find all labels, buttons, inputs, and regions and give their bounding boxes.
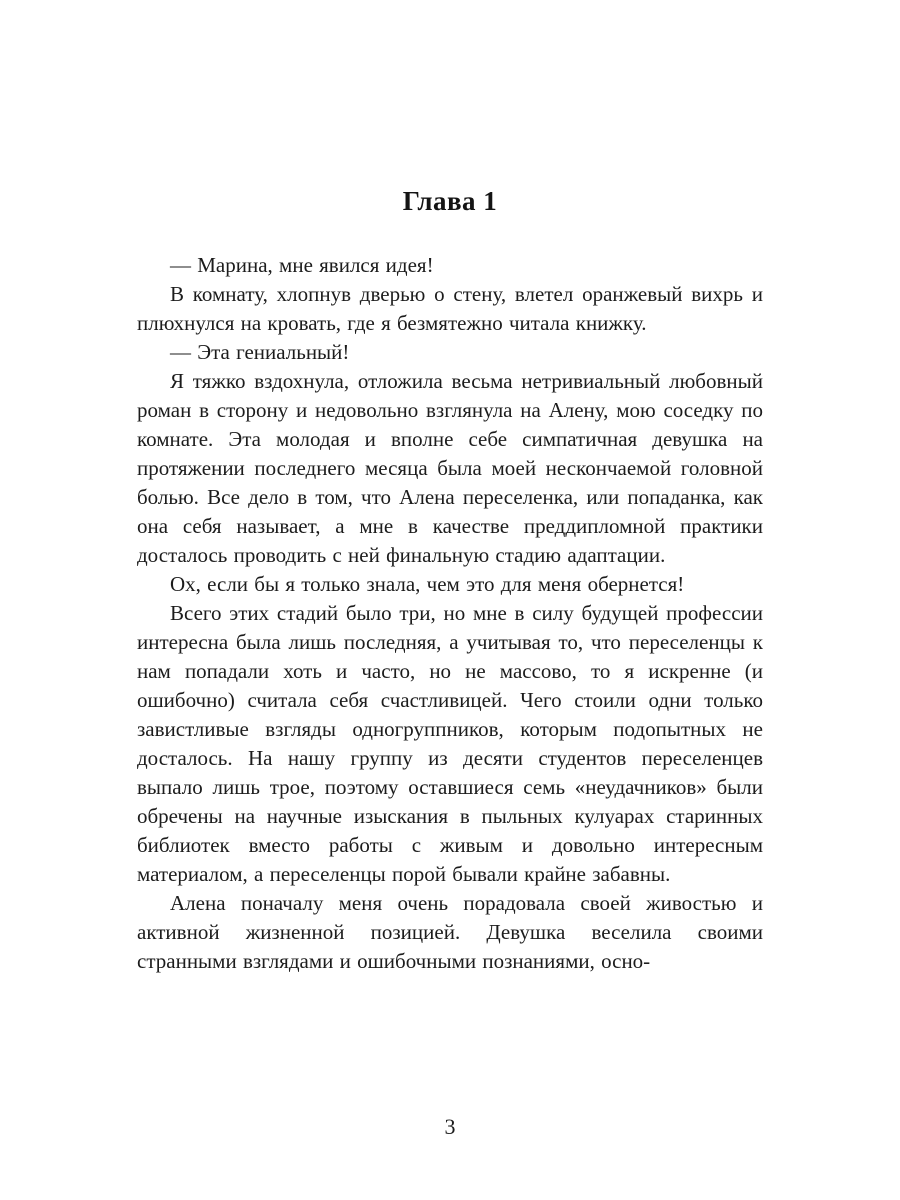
paragraph: Всего этих стадий было три, но мне в силу будущей профессии интересна была лишь последняя, а учитывая то, что переселенцы к нам попадали хоть и часто, но не массово, то я искренне (и ошибочно) считала себя счастливицей. Чего стоили одни только завистливые взгляды одногруппников, которым подопытных не досталось. На нашу группу из десяти студентов переселенцев выпало лишь трое, поэтому оставшиеся семь «неудачников» были обречены на научные изыскания в пыльных кулуарах старинных библиотек вместо работы с живым и довольно интересным материалом, а переселенцы порой бывали крайне забавны.: [137, 601, 763, 886]
paragraph: В комнату, хлопнув дверью о стену, влетел оранжевый вихрь и плюхнулся на кровать, где я безмятежно читала книжку.: [137, 282, 763, 335]
paragraph-dialogue: — Марина, мне явился идея!: [170, 253, 434, 277]
page-number: 3: [444, 1114, 456, 1139]
text-block: [137, 0, 763, 976]
paragraph: Ох, если бы я только знала, чем это для меня обернется!: [170, 572, 685, 596]
chapter-title: Глава 1: [402, 186, 498, 216]
paragraph: Алена поначалу меня очень порадовала своей живостью и активной жизненной позицией. Девушка веселила своими странными взглядами и ошибочными познаниями, осно-: [137, 891, 763, 973]
paragraph: Я тяжко вздохнула, отложила весьма нетривиальный любовный роман в сторону и недовольно взглянула на Алену, мою соседку по комнате. Эта молодая и вполне себе симпатичная девушка на протяжении последнего месяца была моей нескончаемой головной болью. Все дело в том, что Алена переселенка, или попаданка, как она себя называет, а мне в качестве преддипломной практики досталось проводить с ней финальную стадию адаптации.: [137, 369, 763, 567]
paragraph-dialogue: — Эта гениальный!: [170, 340, 350, 364]
